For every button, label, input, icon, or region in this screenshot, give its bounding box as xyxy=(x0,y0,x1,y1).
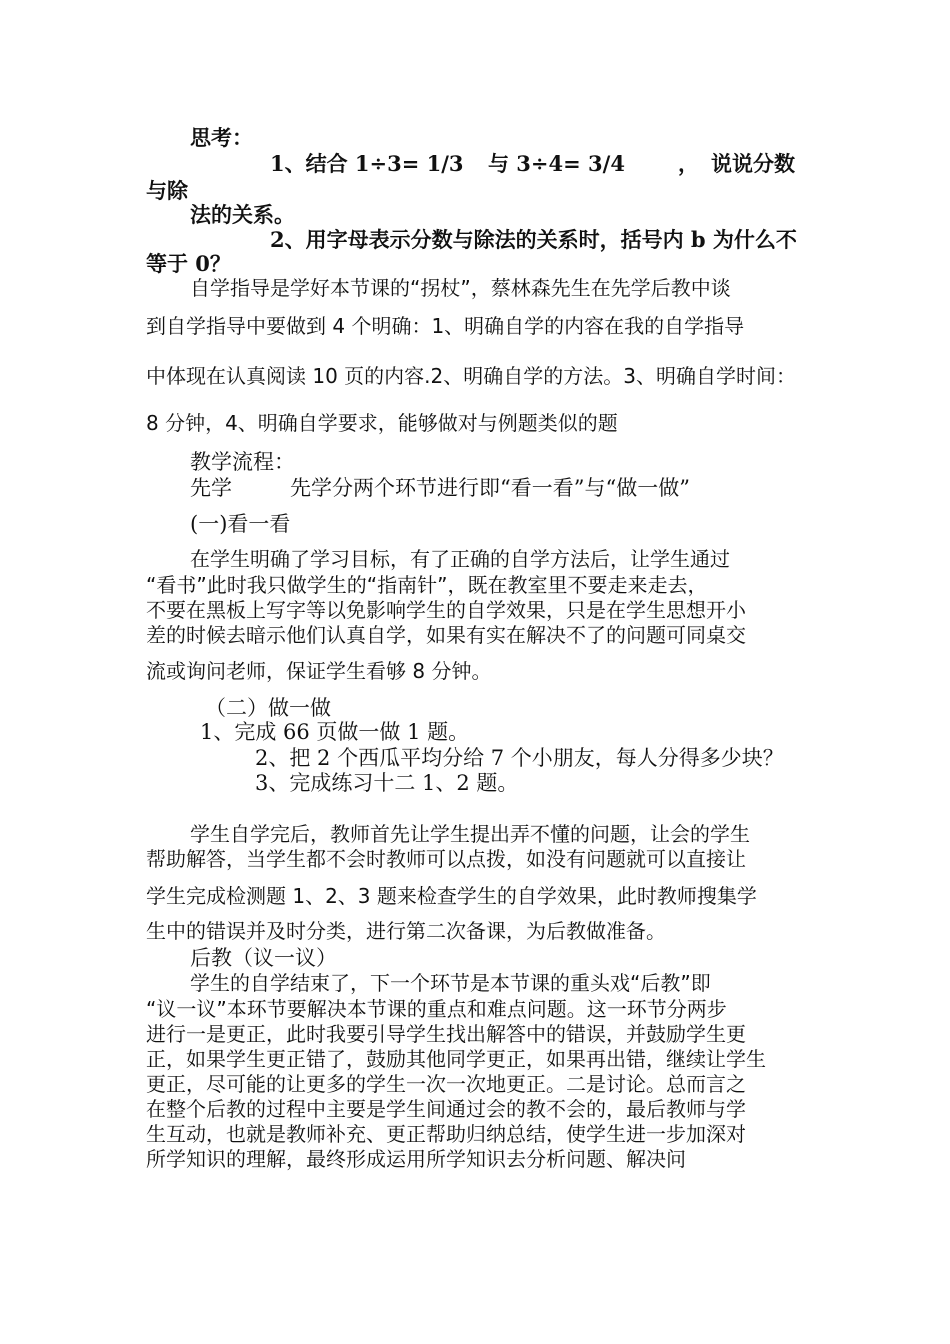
do-item: 3、完成练习十二 1、2 题。 xyxy=(255,771,519,795)
later-paragraph-line: 学生的自学结束了，下一个环节是本节课的重头戏“后教”即 xyxy=(190,971,711,995)
later-paragraph-line: 生互动，也就是教师补充、更正帮助归纳总结，使学生进一步加深对 xyxy=(146,1122,746,1146)
think-q1-comma: ， xyxy=(678,151,699,176)
look-paragraph-line: 差的时候去暗示他们认真自学，如果有实在解决不了的问题可同桌交 xyxy=(146,623,746,647)
do-heading: （二）做一做 xyxy=(205,696,331,720)
think-q1-part3: 说说分数 xyxy=(711,151,795,176)
process-heading: 教学流程： xyxy=(190,450,295,474)
think-heading: 思考： xyxy=(190,125,253,150)
think-q2-line1: 2、用字母表示分数与除法的关系时，括号内 b 为什么不 xyxy=(270,227,797,252)
think-q1-part2: 与 3÷4= 3/4 xyxy=(488,151,625,176)
after-paragraph-line: 学生自学完后，教师首先让学生提出弄不懂的问题，让会的学生 xyxy=(190,822,750,846)
think-q1-part4: 与除 xyxy=(146,178,188,203)
later-paragraph-line: 正，如果学生更正错了，鼓励其他同学更正，如果再出错，继续让学生 xyxy=(146,1047,766,1071)
think-q1-part5: 法的关系。 xyxy=(190,202,295,227)
look-heading: (一)看一看 xyxy=(190,512,291,536)
guidance-line: 中体现在认真阅读 10 页的内容.2、明确自学的方法。3、明确自学时间： xyxy=(146,364,796,388)
think-q1-part1: 1、结合 1÷3= 1/3 xyxy=(270,151,464,176)
later-paragraph-line: 进行一是更正，此时我要引导学生找出解答中的错误，并鼓励学生更 xyxy=(146,1022,746,1046)
later-paragraph-line: 更正，尽可能的让更多的学生一次一次地更正。二是讨论。总而言之 xyxy=(146,1072,746,1096)
later-paragraph-line: 所学知识的理解，最终形成运用所学知识去分析问题、解决问 xyxy=(146,1147,686,1171)
later-paragraph-line: “议一议”本环节要解决本节课的重点和难点问题。这一环节分两步 xyxy=(146,997,727,1021)
guidance-line: 自学指导是学好本节课的“拐杖”，蔡林森先生在先学后教中谈 xyxy=(190,276,731,300)
guidance-line: 到自学指导中要做到 4 个明确：1、明确自学的内容在我的自学指导 xyxy=(146,314,745,338)
look-paragraph-line: 流或询问老师，保证学生看够 8 分钟。 xyxy=(146,659,492,683)
think-q2-line2: 等于 0？ xyxy=(146,251,231,276)
after-paragraph-line: 学生完成检测题 1、2、3 题来检查学生的自学效果，此时教师搜集学 xyxy=(146,884,757,908)
later-paragraph-line: 在整个后教的过程中主要是学生间通过会的教不会的，最后教师与学 xyxy=(146,1097,746,1121)
first-learn-label: 先学 xyxy=(190,476,232,500)
later-heading: 后教（议一议） xyxy=(190,946,337,970)
first-learn-text: 先学分两个环节进行即“看一看”与“做一做” xyxy=(290,476,690,500)
do-item: 2、把 2 个西瓜平均分给 7 个小朋友，每人分得多少块？ xyxy=(255,746,784,770)
guidance-line: 8 分钟，4、明确自学要求，能够做对与例题类似的题 xyxy=(146,411,618,435)
look-paragraph-line: 在学生明确了学习目标，有了正确的自学方法后，让学生通过 xyxy=(190,547,730,571)
after-paragraph-line: 生中的错误并及时分类，进行第二次备课，为后教做准备。 xyxy=(146,919,666,943)
do-item: 1、完成 66 页做一做 1 题。 xyxy=(200,720,470,744)
look-paragraph-line: “看书”此时我只做学生的“指南针”，既在教室里不要走来走去， xyxy=(146,573,708,597)
look-paragraph-line: 不要在黑板上写字等以免影响学生的自学效果，只是在学生思想开小 xyxy=(146,598,746,622)
after-paragraph-line: 帮助解答，当学生都不会时教师可以点拨，如没有问题就可以直接让 xyxy=(146,847,746,871)
